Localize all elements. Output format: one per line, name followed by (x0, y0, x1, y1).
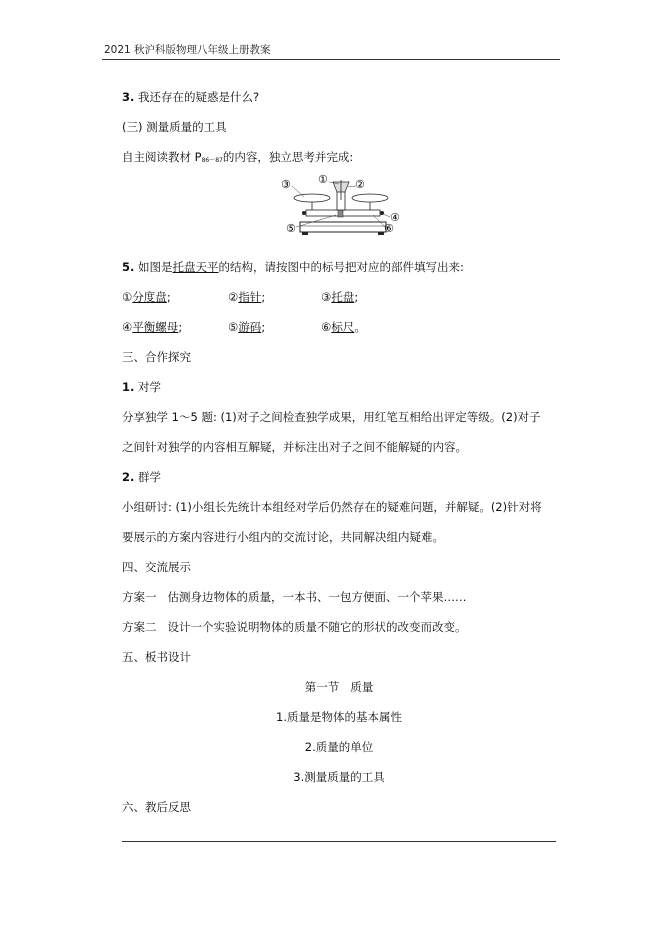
figure-label-1: ① (318, 173, 328, 186)
right-pan (352, 194, 388, 202)
answer-1-mark: ① (122, 290, 133, 304)
question-5-post: 的结构，请按图中的标号把对应的部件填写出来: (218, 260, 464, 274)
left-pan (294, 194, 330, 202)
answer-3-text: 托盘 (331, 290, 355, 304)
answer-5 (228, 319, 265, 335)
section-4-heading: 四、交流展示 (122, 560, 191, 574)
answer-4-end: ; (178, 320, 183, 334)
figure-label-3: ③ (281, 178, 291, 191)
plan-2 (122, 619, 466, 635)
qunxue-heading (122, 469, 161, 485)
figure-label-2: ② (355, 178, 365, 191)
answer-6 (321, 319, 366, 335)
plan-2-label: 方案二 (122, 620, 157, 634)
board-item-2: 2.质量的单位 (304, 740, 374, 754)
board-title (122, 679, 556, 695)
plan-2-text: 设计一个实验说明物体的质量不随它的形状的改变而改变。 (167, 620, 467, 634)
question-5 (122, 259, 464, 275)
board-item-1: 1.质量是物体的基本属性 (276, 710, 402, 724)
answer-2-mark: ② (228, 290, 239, 304)
answer-4-text: 平衡螺母 (132, 320, 179, 334)
answer-6-mark: ⑥ (321, 320, 332, 334)
question-5-term: 托盘天平 (172, 260, 219, 274)
duixue-line-2: 之间针对独学的内容相互解疑，并标注出对子之间不能解疑的内容。 (122, 440, 467, 454)
board-title-topic: 质量 (350, 680, 374, 694)
duixue-heading (122, 379, 161, 395)
qunxue-number: 2. (122, 470, 135, 484)
answer-5-text: 游码 (238, 320, 262, 334)
plan-1-label: 方案一 (122, 590, 157, 604)
answer-5-mark: ⑤ (228, 320, 239, 334)
reading-prefix: 自主阅读教材 P (122, 150, 202, 164)
section-6-heading: 六、教后反思 (122, 800, 191, 814)
answer-1-text: 分度盘 (132, 290, 167, 304)
answer-2-text: 指针 (238, 290, 262, 304)
answer-3-mark: ③ (321, 290, 332, 304)
duixue-title: 对学 (138, 380, 162, 394)
answer-2-end: ; (261, 290, 266, 304)
answer-6-end: 。 (354, 320, 366, 334)
section-tools-heading: (三) 测量质量的工具 (122, 120, 227, 134)
section-5-heading: 五、板书设计 (122, 650, 191, 664)
section-3-heading: 三、合作探究 (122, 350, 191, 364)
reading-instruction (122, 149, 353, 165)
answer-3-end: ; (354, 290, 359, 304)
qunxue-line-2: 要展示的方案内容进行小组内的交流讨论，共同解决组内疑难。 (122, 530, 444, 544)
question-3-number: 3. (122, 90, 135, 104)
board-item-3: 3.测量质量的工具 (293, 770, 385, 784)
figure-label-4: ④ (390, 211, 400, 224)
answer-2 (228, 289, 265, 305)
answer-5-end: ; (261, 320, 266, 334)
question-3 (122, 89, 259, 105)
question-3-text: 我还存在的疑惑是什么? (138, 90, 260, 104)
page-header: 2021 秋沪科版物理八年级上册教案 (104, 44, 271, 56)
plan-1 (122, 589, 466, 605)
reading-pages: 86～87 (201, 157, 223, 164)
question-5-number: 5. (122, 260, 135, 274)
duixue-number: 1. (122, 380, 135, 394)
plan-1-text: 估测身边物体的质量，一本书、一包方便面、一个苹果…… (167, 590, 467, 604)
answer-1-end: ; (166, 290, 171, 304)
footer-divider (122, 841, 556, 842)
header-divider (102, 59, 560, 60)
qunxue-title: 群学 (138, 470, 162, 484)
figure-label-5: ⑤ (286, 222, 296, 235)
board-title-section: 第一节 (304, 680, 340, 694)
question-5-pre: 如图是 (138, 260, 173, 274)
answer-3 (321, 289, 358, 305)
answer-4 (122, 319, 182, 335)
answer-4-mark: ④ (122, 320, 133, 334)
qunxue-line-1: 小组研讨: (1)小组长先统计本组经对学后仍然存在的疑难问题，并解疑。(2)针对将 (122, 500, 542, 514)
answer-1 (122, 289, 171, 305)
reading-suffix: 的内容，独立思考并完成: (222, 150, 354, 164)
duixue-line-1: 分享独学 1～5 题: (1)对子之间检查独学成果，用红笔互相给出评定等级。(2)对子 (122, 410, 541, 424)
balance-figure (278, 170, 404, 242)
figure-label-6: ⑥ (384, 222, 394, 235)
answer-6-text: 标尺 (331, 320, 355, 334)
balance-base (300, 222, 386, 232)
